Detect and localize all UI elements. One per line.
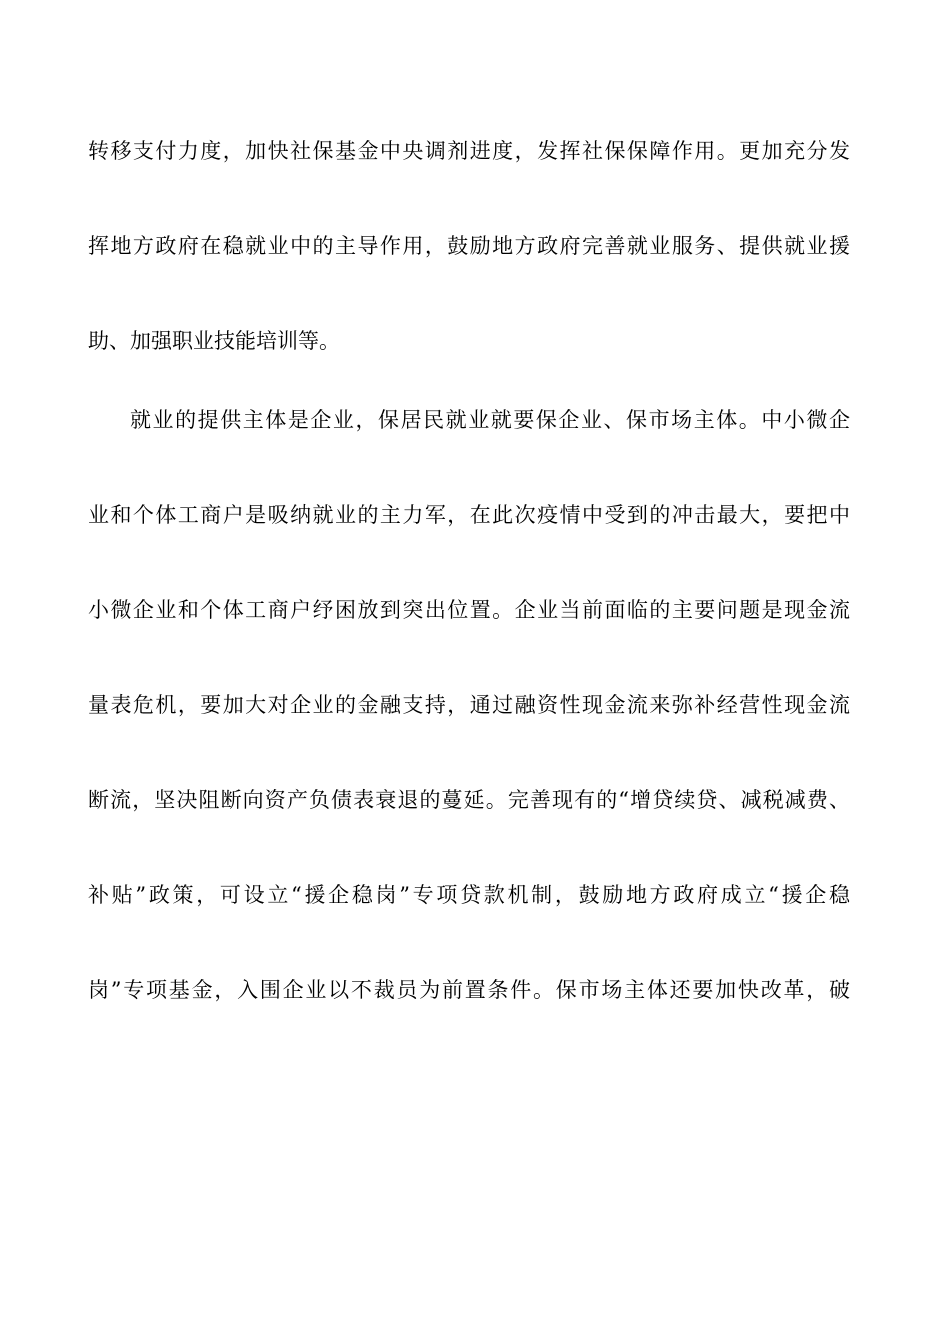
paragraph-first-line: 就业的提供主体是企业，保居民就业就要保企业、保市场主体。中小微企 xyxy=(130,408,850,432)
body-text xyxy=(88,129,850,1063)
text-line: 转移支付力度，加快社保基金中央调剂进度，发挥社保保障作用。更加充分发 xyxy=(88,139,850,163)
text-line: 岗”专项基金，入围企业以不裁员为前置条件。保市场主体还要加快改革，破 xyxy=(88,978,850,1002)
text-line: 小微企业和个体工商户纾困放到突出位置。企业当前面临的主要问题是现金流 xyxy=(88,598,850,622)
text-line: 量表危机，要加大对企业的金融支持，通过融资性现金流来弥补经营性现金流 xyxy=(88,693,850,717)
text-line: 断流，坚决阻断向资产负债表衰退的蔓延。完善现有的“增贷续贷、减税减费、 xyxy=(88,788,850,812)
text-line: 挥地方政府在稳就业中的主导作用，鼓励地方政府完善就业服务、提供就业援 xyxy=(88,234,850,258)
text-line: 助、加强职业技能培训等。 xyxy=(88,329,340,353)
text-line: 补贴”政策，可设立“援企稳岗”专项贷款机制，鼓励地方政府成立“援企稳 xyxy=(88,883,850,907)
text-line: 业和个体工商户是吸纳就业的主力军，在此次疫情中受到的冲击最大，要把中 xyxy=(88,503,850,527)
